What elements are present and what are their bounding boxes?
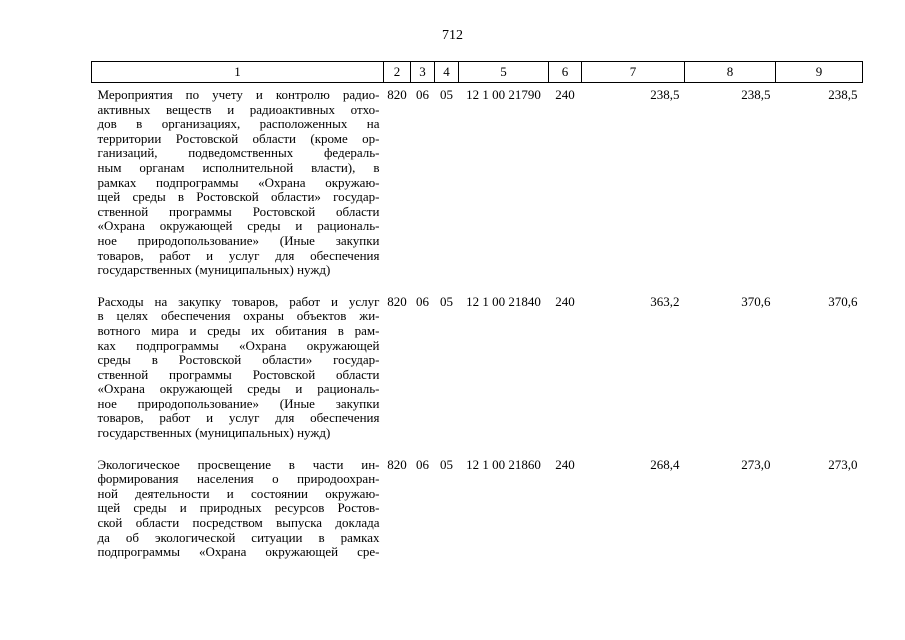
column-header-2: 2 bbox=[384, 62, 411, 83]
section-code: 06 bbox=[416, 87, 429, 102]
description-line: ской области посредством выпуска доклада bbox=[97, 515, 380, 531]
description-line: активных веществ и радиоактивных отхо- bbox=[97, 101, 380, 117]
amount-col-9: 370,6 bbox=[828, 293, 858, 309]
description-line: щей среды в Ростовской области» государ- bbox=[97, 189, 380, 205]
column-header-4: 4 bbox=[435, 62, 459, 83]
expense-type-code: 240 bbox=[555, 87, 575, 102]
description-line: среды в Ростовской области» государ- bbox=[97, 352, 380, 368]
description-line: ной деятельности и состоянии окружаю- bbox=[97, 485, 380, 501]
description-line: вотного мира и среды их обитания в рам- bbox=[97, 322, 380, 338]
page-number: 712 bbox=[442, 28, 463, 43]
column-header-8: 8 bbox=[685, 62, 776, 83]
description-line: ганизаций, подведомственных федераль- bbox=[97, 145, 380, 161]
description-line: щей среды и природных ресурсов Ростов- bbox=[97, 500, 380, 516]
ministry-code: 820 bbox=[387, 293, 407, 309]
expense-type-code: 240 bbox=[555, 456, 575, 472]
target-article-code: 12 1 00 21840 bbox=[466, 293, 541, 309]
section-code: 06 bbox=[416, 293, 429, 309]
column-header-7: 7 bbox=[582, 62, 685, 83]
description-line: ственной программы Ростовской области bbox=[97, 203, 380, 219]
description-line: товаров, работ и услуг для обеспечения bbox=[97, 247, 380, 263]
target-article-code: 12 1 00 21790 bbox=[466, 87, 541, 102]
row-description bbox=[92, 453, 384, 572]
amount-col-7: 268,4 bbox=[650, 456, 680, 472]
amount-col-8: 273,0 bbox=[741, 456, 771, 472]
description-line: государственных (муниципальных) нужд) bbox=[97, 425, 331, 441]
description-line: подпрограммы «Охрана окружающей сре- bbox=[97, 544, 380, 560]
column-header-3: 3 bbox=[411, 62, 435, 83]
description-line: ственной программы Ростовской области bbox=[97, 366, 380, 382]
table-row bbox=[92, 290, 863, 453]
table-row bbox=[92, 83, 863, 290]
description-line: дов в организациях, расположенных на bbox=[97, 116, 380, 132]
column-header-9: 9 bbox=[776, 62, 863, 83]
description-line: Мероприятия по учету и контролю радио- bbox=[97, 87, 380, 102]
description-line: ным органам исполнительной власти), в bbox=[97, 159, 380, 175]
description-line: рамках подпрограммы «Охрана окружаю- bbox=[97, 174, 380, 190]
description-line: ное природопользование» (Иные закупки bbox=[97, 395, 380, 411]
description-line: товаров, работ и услуг для обеспечения bbox=[97, 410, 380, 426]
table-row bbox=[92, 453, 863, 572]
amount-col-8: 370,6 bbox=[741, 293, 771, 309]
subsection-code: 05 bbox=[440, 87, 453, 102]
amount-col-7: 238,5 bbox=[650, 87, 680, 102]
row-description bbox=[92, 290, 384, 453]
ministry-code: 820 bbox=[387, 456, 407, 472]
subsection-code: 05 bbox=[440, 293, 453, 309]
expense-type-code: 240 bbox=[555, 293, 575, 309]
target-article-code: 12 1 00 21860 bbox=[466, 456, 541, 472]
description-line: территории Ростовской области (кроме ор- bbox=[97, 130, 380, 146]
description-line: Расходы на закупку товаров, работ и услуг bbox=[97, 293, 380, 309]
amount-col-9: 273,0 bbox=[828, 456, 858, 472]
description-line: государственных (муниципальных) нужд) bbox=[97, 262, 331, 278]
description-line: ках подпрограммы «Охрана окружающей bbox=[97, 337, 380, 353]
description-line: да об экологической ситуации в рамках bbox=[97, 529, 380, 545]
ministry-code: 820 bbox=[387, 87, 407, 102]
description-line: Экологическое просвещение в части ин- bbox=[97, 456, 380, 472]
description-line: ное природопользование» (Иные закупки bbox=[97, 232, 380, 248]
section-code: 06 bbox=[416, 456, 429, 472]
header-row bbox=[92, 62, 863, 83]
row-description bbox=[92, 83, 384, 290]
amount-col-8: 238,5 bbox=[741, 87, 771, 102]
description-line: «Охрана окружающей среды и рациональ- bbox=[97, 381, 380, 397]
column-header-1: 1 bbox=[92, 62, 384, 83]
budget-table bbox=[91, 61, 863, 572]
description-line: «Охрана окружающей среды и рациональ- bbox=[97, 218, 380, 234]
column-header-5: 5 bbox=[459, 62, 549, 83]
amount-col-9: 238,5 bbox=[828, 87, 858, 102]
description-line: формирования населения о природоохран- bbox=[97, 471, 380, 487]
subsection-code: 05 bbox=[440, 456, 453, 472]
column-header-6: 6 bbox=[549, 62, 582, 83]
description-line: в целях обеспечения охраны объектов жи- bbox=[97, 308, 380, 324]
amount-col-7: 363,2 bbox=[650, 293, 680, 309]
